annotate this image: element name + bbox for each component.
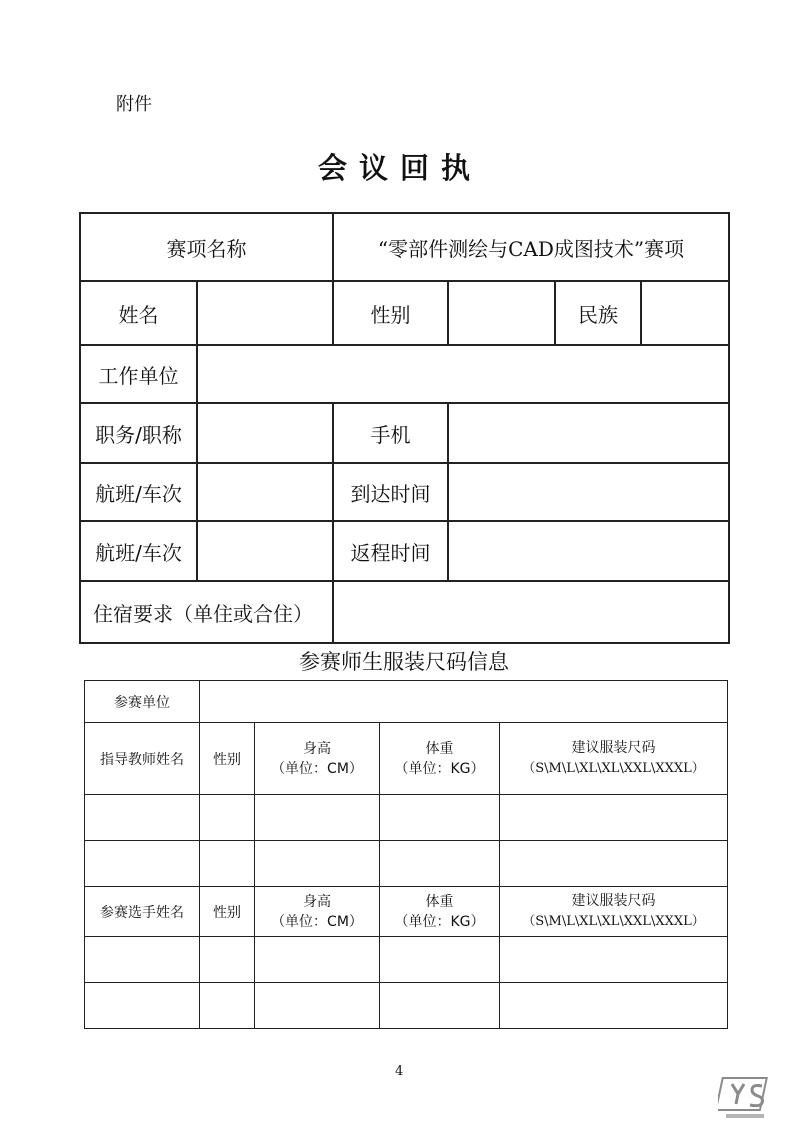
- student-name-cell[interactable]: [85, 937, 200, 983]
- work-unit-field[interactable]: [197, 345, 729, 403]
- size-label: 建议服装尺码: [571, 740, 656, 756]
- size-options: （S\M\L\XL\XL\XXL\XXXL）: [522, 914, 705, 929]
- accommodation-field[interactable]: [333, 581, 729, 643]
- teacher-size-header: [500, 723, 728, 795]
- size-options: （S\M\L\XL\XL\XXL\XXXL）: [522, 761, 705, 776]
- height-label: 身高: [303, 893, 331, 910]
- student-size-cell[interactable]: [500, 983, 728, 1029]
- accommodation-label: 住宿要求（单住或合住）: [80, 581, 333, 643]
- student-weight-cell[interactable]: [380, 983, 500, 1029]
- teacher-height-header: [255, 723, 380, 795]
- teacher-size-cell[interactable]: [500, 795, 728, 841]
- page-number: 4: [395, 1064, 404, 1079]
- teacher-height-cell[interactable]: [255, 795, 380, 841]
- gender-label: 性别: [333, 281, 448, 345]
- student-name-cell[interactable]: [85, 983, 200, 1029]
- flight-label-2: 航班/车次: [80, 521, 197, 581]
- teacher-gender-cell[interactable]: [200, 795, 255, 841]
- flight-field-1[interactable]: [197, 463, 333, 521]
- size-label: 建议服装尺码: [571, 893, 656, 909]
- height-unit: （单位：CM）: [271, 913, 363, 930]
- gender-field[interactable]: [448, 281, 555, 345]
- return-time-label: 返程时间: [333, 521, 448, 581]
- ethnicity-label: 民族: [555, 281, 641, 345]
- student-weight-cell[interactable]: [380, 937, 500, 983]
- height-unit: （单位：CM）: [271, 760, 363, 777]
- flight-field-2[interactable]: [197, 521, 333, 581]
- teacher-gender-cell[interactable]: [200, 841, 255, 887]
- work-unit-label: 工作单位: [80, 345, 197, 403]
- teacher-name-cell[interactable]: [85, 841, 200, 887]
- watermark-logo-icon: [718, 1072, 776, 1124]
- student-height-cell[interactable]: [255, 983, 380, 1029]
- event-name-label: 赛项名称: [80, 213, 333, 281]
- teacher-name-cell[interactable]: [85, 795, 200, 841]
- student-height-cell[interactable]: [255, 937, 380, 983]
- event-name-value: “零部件测绘与CAD成图技术”赛项: [333, 213, 729, 281]
- team-unit-label: 参赛单位: [85, 681, 200, 723]
- teacher-weight-cell[interactable]: [380, 841, 500, 887]
- height-label: 身高: [303, 740, 331, 757]
- student-name-header: 参赛选手姓名: [85, 887, 200, 937]
- teacher-gender-header: 性别: [200, 723, 255, 795]
- weight-unit: （单位：KG）: [394, 760, 485, 777]
- page-title: 会议回执: [317, 151, 482, 185]
- weight-label: 体重: [425, 740, 454, 757]
- name-field[interactable]: [197, 281, 333, 345]
- student-gender-cell[interactable]: [200, 983, 255, 1029]
- team-unit-field[interactable]: [200, 681, 728, 723]
- student-weight-header: [380, 887, 500, 937]
- mobile-field[interactable]: [448, 403, 729, 463]
- teacher-weight-header: [380, 723, 500, 795]
- student-size-cell[interactable]: [500, 937, 728, 983]
- attachment-label: 附件: [116, 94, 152, 115]
- position-label: 职务/职称: [80, 403, 197, 463]
- arrival-time-label: 到达时间: [333, 463, 448, 521]
- student-gender-cell[interactable]: [200, 937, 255, 983]
- teacher-name-header: 指导教师姓名: [85, 723, 200, 795]
- arrival-time-field[interactable]: [448, 463, 729, 521]
- receipt-form-table: [79, 212, 730, 644]
- teacher-weight-cell[interactable]: [380, 795, 500, 841]
- name-label: 姓名: [80, 281, 197, 345]
- student-gender-header: 性别: [200, 887, 255, 937]
- weight-unit: （单位：KG）: [394, 913, 485, 930]
- teacher-size-cell[interactable]: [500, 841, 728, 887]
- ethnicity-field[interactable]: [641, 281, 729, 345]
- student-size-header: [500, 887, 728, 937]
- weight-label: 体重: [425, 893, 454, 910]
- clothing-size-title: 参赛师生服装尺码信息: [299, 650, 509, 674]
- teacher-height-cell[interactable]: [255, 841, 380, 887]
- clothing-size-table: [84, 680, 728, 1029]
- mobile-label: 手机: [333, 403, 448, 463]
- flight-label-1: 航班/车次: [80, 463, 197, 521]
- student-height-header: [255, 887, 380, 937]
- position-field[interactable]: [197, 403, 333, 463]
- return-time-field[interactable]: [448, 521, 729, 581]
